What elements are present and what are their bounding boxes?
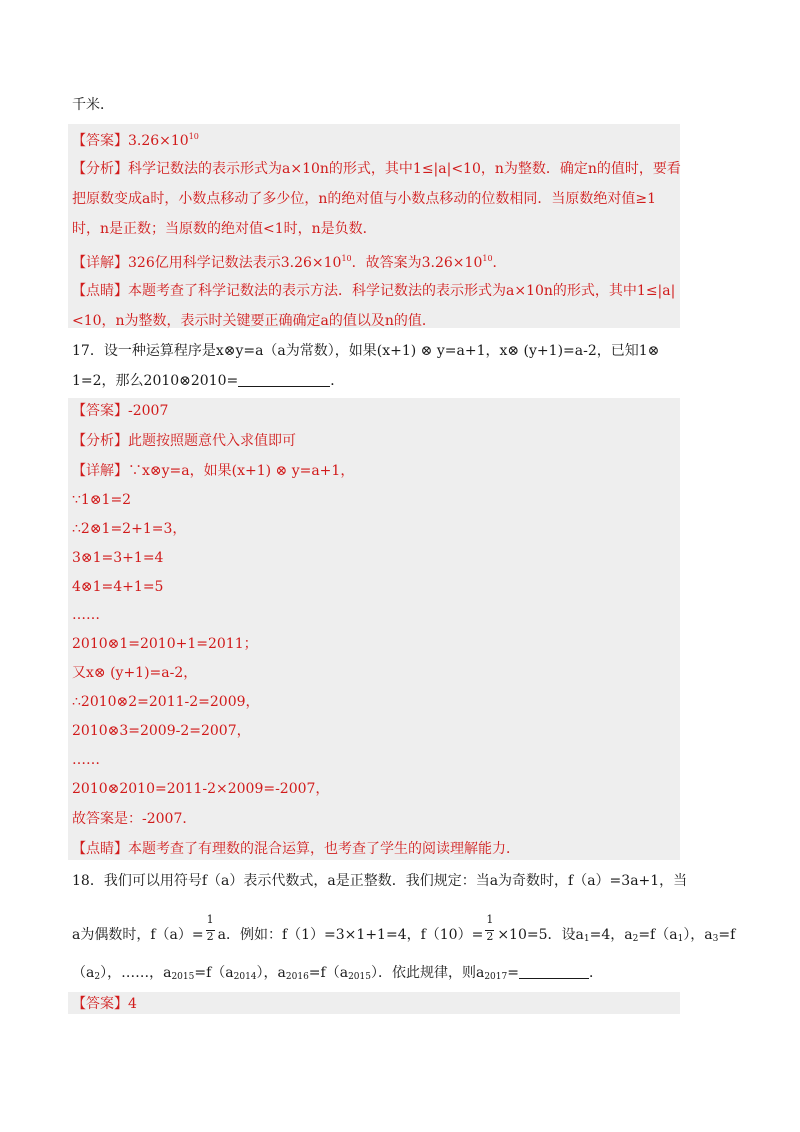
question-18-line xyxy=(72,913,736,950)
question-text: =4，a xyxy=(589,927,633,943)
detail-text: ．故答案为3.26×10 xyxy=(351,255,483,271)
question-text: a为偶数时，f（a）= xyxy=(72,927,204,943)
detail-line: …… xyxy=(72,752,100,768)
detail-line: ∴2⊗1=2+1=3， xyxy=(72,521,187,537)
question-text: （a xyxy=(72,965,95,981)
detail-text: ． xyxy=(492,255,507,271)
analysis-line: 【分析】科学记数法的表示形式为a×10n的形式，其中1≤|a|<10，n为整数．确定n的值时，要看 xyxy=(72,161,681,177)
subscript: 2014 xyxy=(233,972,257,982)
question-text: 1=2，那么2010⊗2010= xyxy=(72,373,239,389)
analysis-line: 把原数变成a时，小数点移动了多少位，n的绝对值与小数点移动的位数相同．当原数绝对值≥1 xyxy=(72,191,656,207)
detail-line: 2010⊗2010=2011-2×2009=-2007， xyxy=(72,781,330,797)
subscript: 3 xyxy=(712,934,719,944)
subscript: 2016 xyxy=(285,972,309,982)
question-text: =f（a xyxy=(308,965,349,981)
question-text: =f（a xyxy=(638,927,678,943)
question-18-line: 18．我们可以用符号f（a）表示代数式，a是正整数．我们规定：当a为奇数时，f（a）=3a+1，当 xyxy=(72,873,688,889)
exponent: 10 xyxy=(482,254,493,263)
answer-line: 【答案】-2007 xyxy=(72,403,169,419)
detail-line: 2010⊗3=2009-2=2007， xyxy=(72,723,251,739)
subscript: 2 xyxy=(94,972,101,982)
detail-line: 4⊗1=4+1=5 xyxy=(72,579,164,595)
question-text: ），……，a xyxy=(100,965,172,981)
exponent: 10 xyxy=(341,254,352,263)
comment-line: 【点睛】本题考查了科学记数法的表示方法．科学记数法的表示形式为a×10n的形式，其中1≤|a| xyxy=(72,283,676,299)
detail-line: 3⊗1=3+1=4 xyxy=(72,550,164,566)
fraction-one-half xyxy=(485,913,495,948)
question-18-line xyxy=(72,962,603,988)
analysis-line: 【分析】此题按照题意代入求值即可 xyxy=(72,433,296,449)
detail-text: 【详解】326亿用科学记数法表示3.26×10 xyxy=(72,255,342,271)
question-text: = xyxy=(507,965,519,981)
question-17-line xyxy=(72,370,344,392)
question-text: ），a xyxy=(256,965,286,981)
subscript: 1 xyxy=(583,934,590,944)
analysis-line: 时，n是正数；当原数的绝对值<1时，n是负数． xyxy=(72,221,377,237)
question-text: ×10=5．设a xyxy=(497,927,584,943)
detail-line: ∴2010⊗2=2011-2=2009， xyxy=(72,694,260,710)
detail-line: 【详解】∵x⊗y=a，如果(x+1) ⊗ y=a+1， xyxy=(72,463,355,479)
subscript: 1 xyxy=(677,934,684,944)
fraction-numerator: 1 xyxy=(206,913,214,926)
subscript: 2015 xyxy=(171,972,195,982)
fraction-one-half xyxy=(206,913,216,948)
answer-line xyxy=(72,126,199,152)
answer-line: 【答案】4 xyxy=(72,996,137,1012)
fraction-denominator: 2 xyxy=(206,930,214,943)
detail-line: 又x⊗ (y+1)=a-2， xyxy=(72,665,198,681)
answer-blank xyxy=(519,964,589,979)
subscript: 2 xyxy=(632,934,639,944)
question-text: ． xyxy=(588,965,603,981)
answer-blank xyxy=(238,372,330,387)
subscript: 2017 xyxy=(484,972,508,982)
comment-line: 【点睛】本题考查了有理数的混合运算，也考查了学生的阅读理解能力． xyxy=(72,841,520,857)
question-text: ）．依此规律，则a xyxy=(370,965,485,981)
detail-line: ∵1⊗1=2 xyxy=(72,492,132,508)
answer-block-18 xyxy=(68,992,680,1014)
answer-text: 【答案】3.26×10 xyxy=(72,133,189,149)
subscript: 2015 xyxy=(348,972,371,982)
text-line: 千米． xyxy=(72,97,114,113)
question-text: a．例如：f（1）=3×1+1=4，f（10）= xyxy=(217,927,484,943)
question-text: =f（a xyxy=(194,965,234,981)
fraction-denominator: 2 xyxy=(486,930,494,943)
exponent: 10 xyxy=(188,132,199,141)
detail-line: …… xyxy=(72,607,100,623)
question-text: ． xyxy=(330,373,345,389)
comment-line: <10，n为整数，表示时关键要正确确定a的值以及n的值． xyxy=(72,313,436,329)
question-text: =f xyxy=(718,927,736,943)
question-17-line: 17．设一种运算程序是x⊗y=a（a为常数），如果(x+1) ⊗ y=a+1，x⊗ (y+1)=a-2，已知1⊗ xyxy=(72,343,660,359)
fraction-numerator: 1 xyxy=(486,913,494,926)
detail-line xyxy=(72,248,507,274)
question-text: ），a xyxy=(683,927,713,943)
detail-line: 故答案是：-2007． xyxy=(72,811,197,827)
detail-line: 2010⊗1=2010+1=2011； xyxy=(72,636,258,652)
